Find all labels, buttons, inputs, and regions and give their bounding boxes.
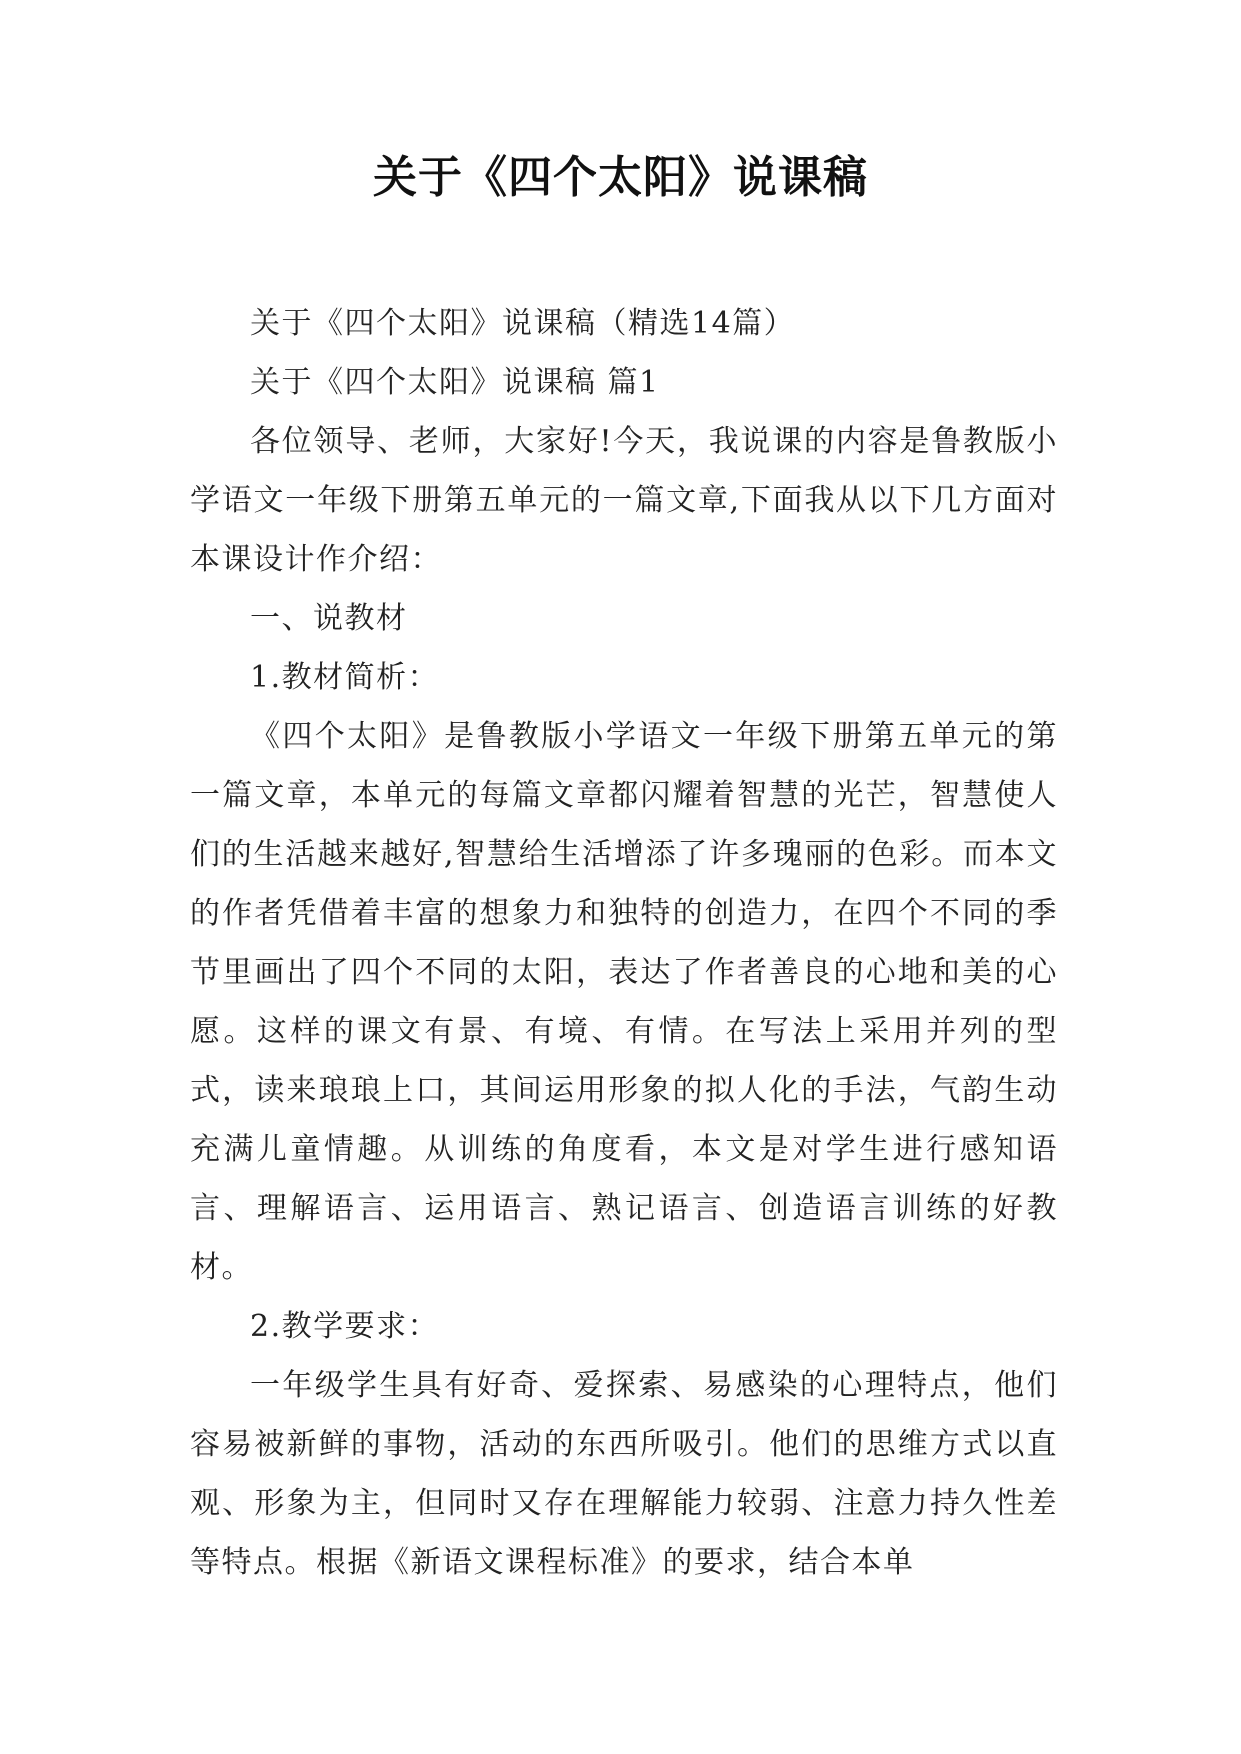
document-title: 关于《四个太阳》说课稿 (373, 152, 868, 203)
heading-textbook-analysis: 1.教材简析： (250, 660, 440, 695)
document-body (190, 294, 1058, 1592)
heading-teaching-requirements: 2.教学要求： (250, 1309, 440, 1344)
subtitle-paragraph: 关于《四个太阳》说课稿（精选14篇） (250, 306, 796, 341)
intro-paragraph: 各位领导、老师，大家好!今天，我说课的内容是鲁教版小学语文一年级下册第五单元的一篇文章,下面我从以下几方面对本课设计作介绍： (190, 424, 1058, 577)
textbook-analysis-paragraph: 《四个太阳》是鲁教版小学语文一年级下册第五单元的第一篇文章，本单元的每篇文章都闪耀着智慧的光芒，智慧使人们的生活越来越好,智慧给生活增添了许多瑰丽的色彩。而本文的作者凭借着丰富的想象力和独特的创造力，在四个不同的季节里画出了四个不同的太阳，表达了作者善良的心地和美的心愿。这样的课文有景、有境、有情。在写法上采用并列的型式，读来琅琅上口，其间运用形象的拟人化的手法，气韵生动充满儿童情趣。从训练的角度看，本文是对学生进行感知语言、理解语言、运用语言、熟记语言、创造语言训练的好教材。 (190, 719, 1058, 1285)
section-heading-paragraph: 关于《四个太阳》说课稿 篇1 (250, 365, 660, 400)
heading-textbook: 一、说教材 (250, 601, 408, 636)
teaching-requirements-paragraph: 一年级学生具有好奇、爱探索、易感染的心理特点，他们容易被新鲜的事物，活动的东西所吸引。他们的思维方式以直观、形象为主，但同时又存在理解能力较弱、注意力持久性差等特点。根据《新语文课程标准》的要求，结合本单 (190, 1368, 1058, 1580)
